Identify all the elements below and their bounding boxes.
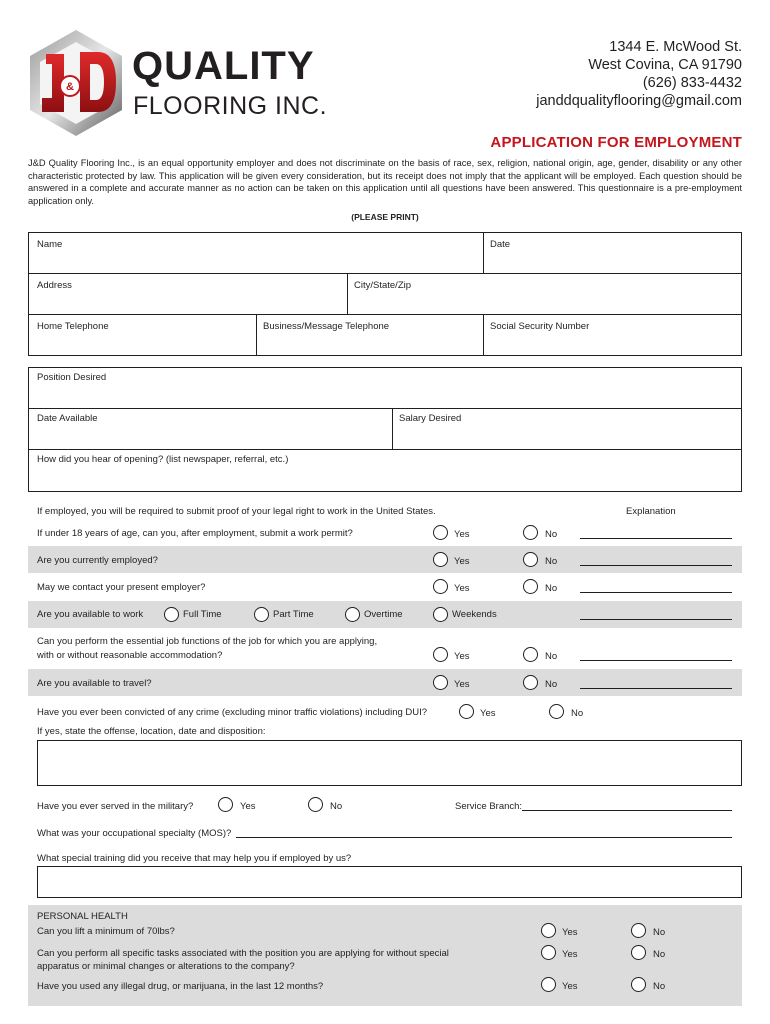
yes-label: Yes: [454, 583, 470, 594]
essential-functions-question-line2: with or without reasonable accommodation?: [37, 650, 223, 661]
convicted-question: Have you ever been convicted of any crime (excluding minor traffic violations) including DUI?: [37, 707, 428, 718]
service-branch-line[interactable]: [522, 810, 732, 811]
no-label: No: [330, 801, 343, 812]
special-training-input[interactable]: [37, 866, 742, 898]
military-question: Have you ever served in the military?: [37, 801, 194, 812]
phone: (626) 833-4432: [642, 75, 742, 91]
overtime-label: Overtime: [364, 609, 403, 620]
essential-functions-question-line1: Can you perform the essential job functions of the job for which you are applying,: [37, 636, 378, 647]
no-label: No: [545, 556, 558, 567]
military-no-radio[interactable]: [308, 797, 323, 812]
city: West Covina, CA 91790: [588, 57, 742, 73]
ssn-field[interactable]: Social Security Number: [490, 321, 590, 332]
logo-name-line1: QUALITY: [132, 44, 315, 88]
full-time-radio[interactable]: [164, 607, 179, 622]
yes-label: Yes: [454, 556, 470, 567]
contact-employer-question: May we contact your present employer?: [37, 582, 206, 593]
tasks-question-line1: Can you perform all specific tasks associated with the position you are applying for without special: [37, 948, 449, 959]
personal-health-heading: PERSONAL HEALTH: [37, 911, 128, 922]
currently-employed-explanation-line[interactable]: [580, 565, 732, 566]
currently-employed-question: Are you currently employed?: [37, 555, 158, 566]
yes-label: Yes: [562, 927, 578, 938]
travel-explanation-line[interactable]: [580, 688, 732, 689]
service-branch-label: Service Branch:: [455, 801, 523, 812]
city-state-zip-field[interactable]: City/State/Zip: [354, 280, 412, 291]
lift-yes-radio[interactable]: [541, 923, 556, 938]
currently-employed-no-radio[interactable]: [523, 552, 538, 567]
tasks-no-radio[interactable]: [631, 945, 646, 960]
yes-label: Yes: [480, 708, 496, 719]
weekends-radio[interactable]: [433, 607, 448, 622]
date-available-field[interactable]: Date Available: [37, 413, 98, 424]
intro-text: J&D Quality Flooring Inc., is an equal opportunity employer and does not discriminate on the basis of race, sex, religion, national origin, age, gender, disability or any other characteristic protected by law. This application will be given every consideration, but its receipt does not imply that the applicant will be employed. Each question should be answered in a complete and accurate manner as no action can be taken on this application until all questions have been answered. This questionnaire is a pre-employment application only.: [28, 158, 742, 206]
business-telephone-field[interactable]: Business/Message Telephone: [263, 321, 390, 332]
part-time-radio[interactable]: [254, 607, 269, 622]
convicted-yes-radio[interactable]: [459, 704, 474, 719]
please-print: (PLEASE PRINT): [351, 212, 419, 222]
tasks-yes-radio[interactable]: [541, 945, 556, 960]
drugs-question: Have you used any illegal drug, or marijuana, in the last 12 months?: [37, 981, 324, 992]
address-field[interactable]: Address: [37, 280, 72, 291]
travel-no-radio[interactable]: [523, 675, 538, 690]
travel-question: Are you available to travel?: [37, 678, 152, 689]
street: 1344 E. McWood St.: [609, 39, 742, 55]
travel-yes-radio[interactable]: [433, 675, 448, 690]
essential-functions-explanation-line[interactable]: [580, 660, 732, 661]
no-label: No: [545, 529, 558, 540]
tasks-question-line2: apparatus or minimal changes or alterations to the company?: [37, 961, 295, 972]
explanation-heading: Explanation: [626, 506, 676, 517]
convicted-no-radio[interactable]: [549, 704, 564, 719]
no-label: No: [571, 708, 584, 719]
work-permit-yes-radio[interactable]: [433, 525, 448, 540]
work-permit-question: If under 18 years of age, can you, after employment, submit a work permit?: [37, 528, 353, 539]
contact-employer-yes-radio[interactable]: [433, 579, 448, 594]
name-field[interactable]: Name: [37, 239, 63, 250]
personal-info-box: [28, 232, 742, 356]
work-permit-no-radio[interactable]: [523, 525, 538, 540]
svg-text:&: &: [66, 81, 74, 93]
no-label: No: [653, 949, 666, 960]
salary-desired-field[interactable]: Salary Desired: [399, 413, 462, 424]
work-permit-explanation-line[interactable]: [580, 538, 732, 539]
home-telephone-field[interactable]: Home Telephone: [37, 321, 109, 332]
yes-label: Yes: [454, 529, 470, 540]
page-title: APPLICATION FOR EMPLOYMENT: [490, 134, 742, 151]
no-label: No: [653, 927, 666, 938]
logo-name-line2: FLOORING INC.: [133, 92, 328, 120]
mos-line[interactable]: [236, 837, 732, 838]
full-time-label: Full Time: [183, 609, 222, 620]
part-time-label: Part Time: [273, 609, 314, 620]
no-label: No: [653, 981, 666, 992]
no-label: No: [545, 583, 558, 594]
yes-label: Yes: [240, 801, 256, 812]
yes-label: Yes: [454, 651, 470, 662]
position-desired-field[interactable]: Position Desired: [37, 372, 107, 383]
email: janddqualityflooring@gmail.com: [536, 93, 742, 109]
contact-employer-explanation-line[interactable]: [580, 592, 732, 593]
no-label: No: [545, 679, 558, 690]
currently-employed-yes-radio[interactable]: [433, 552, 448, 567]
no-label: No: [545, 651, 558, 662]
position-box: [28, 367, 742, 492]
offense-details-prompt: If yes, state the offense, location, date and disposition:: [37, 726, 266, 737]
legal-right-note: If employed, you will be required to submit proof of your legal right to work in the United States.: [37, 506, 436, 517]
special-training-question: What special training did you receive that may help you if employed by us?: [37, 853, 352, 864]
mos-question: What was your occupational specialty (MOS)?: [37, 828, 232, 839]
drugs-no-radio[interactable]: [631, 977, 646, 992]
how-heard-field[interactable]: How did you hear of opening? (list newspaper, referral, etc.): [37, 454, 289, 465]
essential-functions-no-radio[interactable]: [523, 647, 538, 662]
yes-label: Yes: [454, 679, 470, 690]
yes-label: Yes: [562, 981, 578, 992]
company-address: [536, 38, 742, 110]
lift-no-radio[interactable]: [631, 923, 646, 938]
overtime-radio[interactable]: [345, 607, 360, 622]
available-to-work-question: Are you available to work: [37, 609, 144, 620]
military-yes-radio[interactable]: [218, 797, 233, 812]
weekends-label: Weekends: [452, 609, 497, 620]
date-field[interactable]: Date: [490, 239, 511, 250]
offense-details-input[interactable]: [37, 740, 742, 786]
essential-functions-yes-radio[interactable]: [433, 647, 448, 662]
contact-employer-no-radio[interactable]: [523, 579, 538, 594]
drugs-yes-radio[interactable]: [541, 977, 556, 992]
availability-explanation-line[interactable]: [580, 619, 732, 620]
lift-question: Can you lift a minimum of 70lbs?: [37, 926, 175, 937]
yes-label: Yes: [562, 949, 578, 960]
